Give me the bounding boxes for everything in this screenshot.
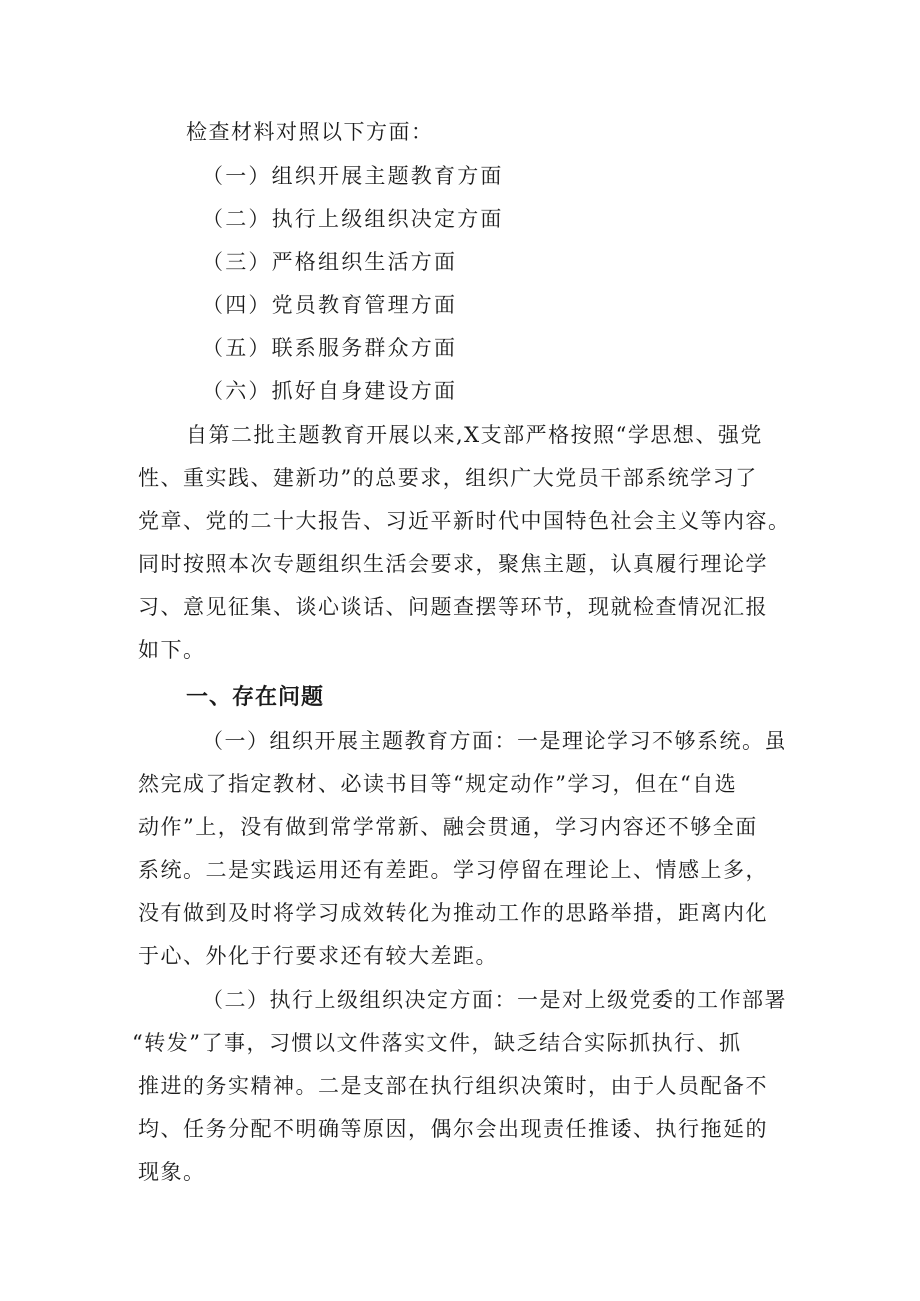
section2-line: 推进的务实精神。二是支部在执行组织决策时，由于人员配备不 bbox=[138, 1074, 768, 1098]
preface-line: 党章、党的二十大报告、习近平新时代中国特色社会主义等内容。 bbox=[138, 509, 791, 533]
section2-line: “转发”了事，习惯以文件落实文件，缺乏结合实际抓执行、抓 bbox=[132, 1031, 742, 1055]
preface-line: 性、重实践、建新功”的总要求，组织广大党员干部系统学习了 bbox=[138, 466, 758, 490]
preface-line: 习、意见征集、谈心谈话、问题查摆等环节，现就检查情况汇报 bbox=[138, 595, 768, 619]
intro-label: 检查材料对照以下方面： bbox=[186, 120, 434, 144]
toc-item-6: （六）抓好自身建设方面 bbox=[202, 379, 458, 403]
section1-line: 没有做到及时将学习成效转化为推动工作的思路举措，距离内化 bbox=[138, 901, 768, 925]
toc-item-3: （三）严格组织生活方面 bbox=[202, 250, 458, 274]
toc-item-4: （四）党员教育管理方面 bbox=[202, 293, 458, 317]
preface-line: 同时按照本次专题组织生活会要求，聚焦主题，认真履行理论学 bbox=[138, 552, 768, 576]
section1-line: 然完成了指定教材、必读书目等“规定动作”学习，但在“自选 bbox=[138, 772, 738, 796]
preface-line: 自第二批主题教育开展以来,X支部严格按照“学思想、强党 bbox=[186, 423, 763, 447]
section1-line: 于心、外化于行要求还有较大差距。 bbox=[138, 944, 498, 968]
toc-item-5: （五）联系服务群众方面 bbox=[202, 336, 458, 360]
preface-line: 如下。 bbox=[138, 638, 206, 662]
toc-item-2: （二）执行上级组织决定方面 bbox=[202, 207, 504, 231]
section1-line: （一）组织开展主题教育方面：一是理论学习不够系统。虽 bbox=[202, 729, 787, 753]
section-heading: 一、存在问题 bbox=[186, 685, 325, 710]
section1-line: 动作”上，没有做到常学常新、融会贯通，学习内容还不够全面 bbox=[138, 815, 758, 839]
section2-line: （二）执行上级组织决定方面：一是对上级党委的工作部署 bbox=[202, 988, 787, 1012]
section2-line: 现象。 bbox=[138, 1160, 206, 1184]
section1-line: 系统。二是实践运用还有差距。学习停留在理论上、情感上多， bbox=[138, 858, 768, 882]
section2-line: 均、任务分配不明确等原因，偶尔会出现责任推诿、执行拖延的 bbox=[138, 1117, 768, 1141]
toc-item-1: （一）组织开展主题教育方面 bbox=[202, 164, 504, 188]
